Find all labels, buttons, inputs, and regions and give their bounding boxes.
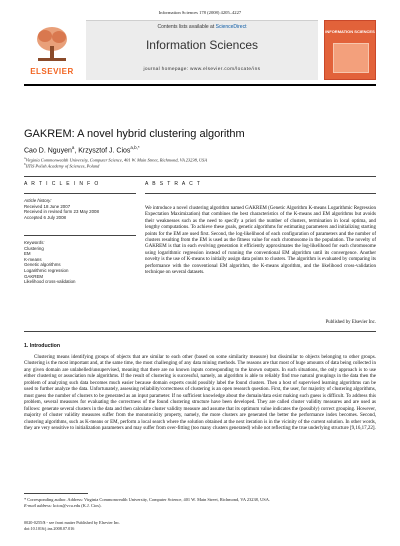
contents-prefix: Contents lists available at [157,24,216,30]
running-head: Information Sciences 178 (2008) 4205–4227 [158,10,242,15]
author-affiliation-mark: a [71,145,75,150]
journal-header [24,20,376,80]
affiliation-mark: a [24,156,26,160]
affiliation-text: IITiS Polish Academy of Sciences, Poland [25,163,100,169]
journal-title: Information Sciences [145,38,259,52]
homepage-prefix: journal homepage: [143,67,190,72]
homepage-link[interactable]: www.elsevier.com/locate/ins [189,67,261,72]
author-separator: , [74,147,79,155]
article-info-heading: A R T I C L E I N F O [24,181,100,187]
article-history [24,198,136,220]
abstract-body: We introduce a novel clustering algorithm named GAKREM (Genetic Algorithm K-means Logarithmic Regression Expectation Maximization) that combines the best characteristics of the K-means and EM algorithms but avoids their weaknesses such as the need to specify a priori the number of clusters, termination in local optima, and lengthy computations. To achieve these goals, genetic algorithms for estimating parameters and initializing starting points for the EM are used first. Second, the log-likelihood of each configuration of parameters and the number of clusters resulting from the EM is used as the fitness value for each chromosome in the population. The novelty of GAKREM is that in each evolving generation it efficiently approximates the log-likelihood for each chromosome using logarithmic regression instead of running the conventional EM algorithm until its convergence. Another novelty is the use of K-means to initially assign data points to clusters. The algorithm is evaluated by comparing its performance with the conventional EM algorithm, the K-means algorithm, and the likelihood cross-validation technique on several datasets. [145,206,376,276]
keyword-item: GAKREM [24,273,44,279]
elsevier-logo[interactable] [24,20,80,80]
journal-cover-thumbnail[interactable] [324,20,376,80]
elsevier-wordmark: ELSEVIER [30,67,74,76]
issn-line: 0020-0255/$ - see front matter Published by Elsevier Inc. [24,520,121,525]
keyword-item: Clustering [24,245,44,251]
article-info-rule [24,193,136,194]
keyword-item: Likelihood cross-validation [24,279,76,285]
journal-banner [86,20,318,80]
author-affiliation-mark: a,b,* [130,145,140,150]
history-item: Received in revised form 23 May 2008 [24,209,99,215]
corresponding-author-text: * Corresponding author. Address: Virginia Commonwealth University, Computer Science, 401 W. Main Street, Richmond, VA 23238, USA. [24,497,270,502]
keyword-item: K-means [24,256,42,262]
cover-title: INFORMATION SCIENCES [325,29,375,34]
author-name[interactable]: Cao D. Nguyen [24,147,72,155]
abstract-publisher: Published by Elsevier Inc. [325,320,376,325]
keyword-item: Genetic algorithms [24,262,61,268]
contents-line [86,24,318,30]
article-title: GAKREM: A novel hybrid clustering algorithm [24,128,245,140]
affiliation-b [24,162,99,168]
corresponding-author-footnote [24,497,376,508]
doi-link[interactable]: doi:10.1016/j.ins.2008.07.016 [24,526,75,531]
email-label: E-mail address: [24,502,53,508]
cover-art-image [333,43,369,73]
history-item: Received 18 June 2007 [24,203,71,209]
homepage-line [86,67,318,72]
header-rule [24,84,376,86]
history-item: Accepted 6 July 2008 [24,214,66,220]
history-label: Article history: [24,198,52,203]
abstract-heading: A B S T R A C T [145,181,202,187]
abstract-bottom-rule [24,331,376,332]
affiliation-mark: b [24,162,26,166]
elsevier-tree-icon [32,24,72,64]
email-link[interactable]: kcios@vcu.edu (K.J. Cios). [53,502,102,508]
keyword-item: EM [24,251,31,257]
email-line [24,503,376,509]
keywords-block [24,240,136,285]
author-list [24,145,140,154]
abstract-rule [145,193,376,194]
keywords-label: Keywords: [24,240,45,245]
introduction-heading: 1. Introduction [24,343,61,349]
keyword-item: Logarithmic regression [24,267,69,273]
title-block-rule [24,176,376,177]
footnote-rule [24,493,88,494]
keywords-rule [24,235,136,236]
introduction-paragraph: Clustering means identifying groups of objects that are similar to each other (based on some similarity measure) but dissimilar to objects belonging to other groups. Clustering is the most important and, at the same time, the most challenging of any data mining methods. The reasons are that most of huge amounts of data being collected in any given domain are unlabelled/unsupervised, meaning that there are no known inputs corresponding to the known outputs. In such situations, the only approach is to use either clustering or association rule algorithms. If the result of clustering is successful, namely, an algorithm is able to reliably find true natural groupings in the data then the problem of analyzing such data becomes much easier because domain experts could possibly label the found clusters. Then a host of supervised learning algorithms can be used to further analyze the data. Unfortunately, assessing reliability/correctness of clustering is an open research question. First, the user, for majority of clustering algorithms, must guess the number of clusters to be generated as an input parameter. If no sufficient knowledge about the domain/data exist making such guess is difficult. To address this problem, several measures for evaluating the correctness of the found clustering structure have been developed. They are called cluster validity measures and are used as follows: generate several clusters in the data and then calculate cluster validity measure and assume that its optimum value indicates the (possibly) correct grouping. However, majority of cluster validity measures suffer from the monotonicity property, namely, the more clusters are generated the better the performance index becomes. Second, clustering algorithms, such as K-means or EM, perform a local search where the solution obtained at the next iteration is in the vicinity of the current solution. In other words, they are very sensitive to initialization parameters and may suffer from over-fitting (too many clusters generated) while not reflecting the true underlying structure [9,16,17,22]. [24,355,376,431]
affiliation-text: Virginia Commonwealth University, Computer Science, 401 W. Main Street, Richmond, VA 23238, USA [25,157,208,163]
sciencedirect-link[interactable]: ScienceDirect [215,24,247,30]
author-name[interactable]: Krzysztof J. Cios [78,147,131,155]
